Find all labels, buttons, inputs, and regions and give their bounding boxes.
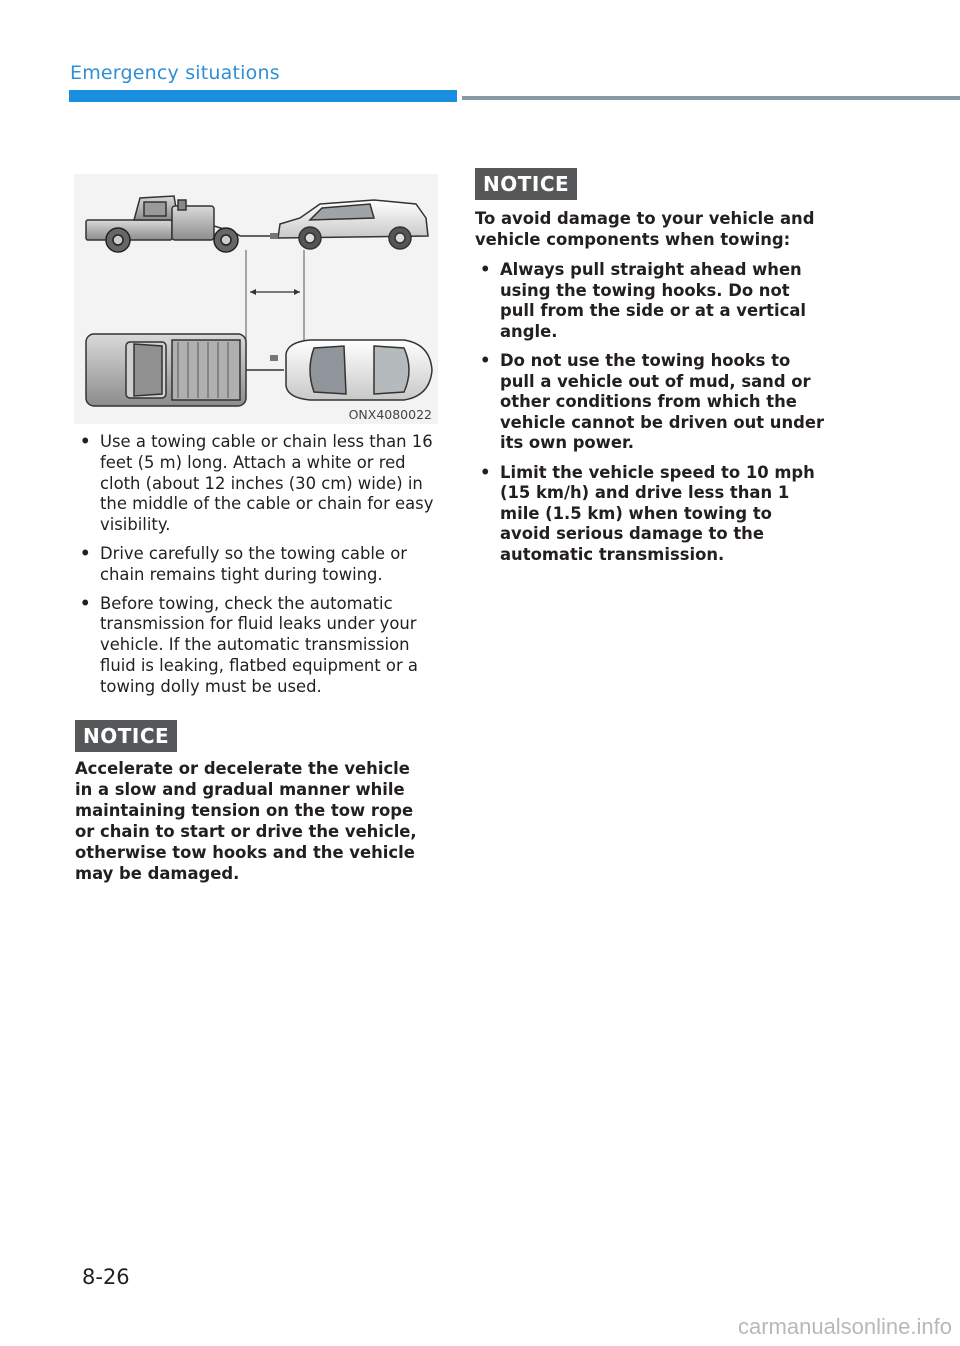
section-title: Emergency situations — [70, 62, 280, 84]
suv-side — [278, 200, 428, 249]
list-item — [475, 351, 825, 454]
list-item — [475, 463, 825, 566]
list-item-text: Use a towing cable or chain less than 16 feet (5 m) long. Attach a white or red cloth (about 12 inches (30 cm) wide) in the middle of the cable or chain for easy visibility. — [100, 432, 434, 535]
list-item — [75, 544, 445, 586]
bullet-icon: • — [80, 432, 91, 451]
left-column — [75, 432, 445, 706]
notice-badge-left: NOTICE — [75, 720, 177, 752]
notice-intro-right: To avoid damage to your vehicle and vehicle components when towing: — [475, 209, 815, 249]
towing-illustration — [74, 174, 438, 424]
list-item-text: Before towing, check the automatic transmission for fluid leaks under your vehicle. If the automatic transmission fluid is leaking, flatbed equipment or a towing dolly must be used. — [100, 593, 418, 696]
bullet-icon: • — [80, 543, 91, 563]
towing-tips-list — [75, 432, 445, 698]
list-item — [475, 260, 825, 342]
list-item — [75, 594, 445, 698]
watermark: carmanualsonline.info — [737, 1314, 952, 1339]
right-column — [475, 168, 825, 574]
list-item-text: Do not use the towing hooks to pull a vehicle out of mud, sand or other conditions from which the vehicle cannot be driven out under its own power. — [500, 351, 825, 452]
list-item-text: Always pull straight ahead when using the towing hooks. Do not pull from the side or at a vertical angle. — [500, 260, 807, 341]
list-item-text: Drive carefully so the towing cable or chain remains tight during towing. — [100, 543, 407, 584]
header-rule — [462, 96, 960, 100]
bullet-icon: • — [480, 351, 491, 370]
notice-list-right — [475, 260, 825, 565]
notice-text-left: Accelerate or decelerate the vehicle in a slow and gradual manner while maintaining tension on the tow rope or chain to start or drive the vehicle, otherwise tow hooks and the vehicle may be damaged. — [75, 759, 417, 883]
page-number: 8-26 — [82, 1265, 130, 1289]
towing-diagram — [74, 174, 438, 424]
bullet-icon: • — [80, 593, 91, 613]
figure-code: ONX4080022 — [348, 407, 432, 422]
notice-badge-right: NOTICE — [475, 168, 577, 200]
header-rule-accent — [69, 90, 457, 102]
suv-top — [286, 340, 432, 400]
bullet-icon: • — [480, 260, 491, 279]
list-item — [75, 432, 445, 536]
bullet-icon: • — [480, 462, 491, 482]
tow-hook — [270, 233, 278, 239]
pickup-top — [86, 334, 246, 406]
list-item-text: Limit the vehicle speed to 10 mph (15 km/h) and drive less than 1 mile (1.5 km) when towing to avoid serious damage to the automatic transmission. — [500, 462, 815, 564]
